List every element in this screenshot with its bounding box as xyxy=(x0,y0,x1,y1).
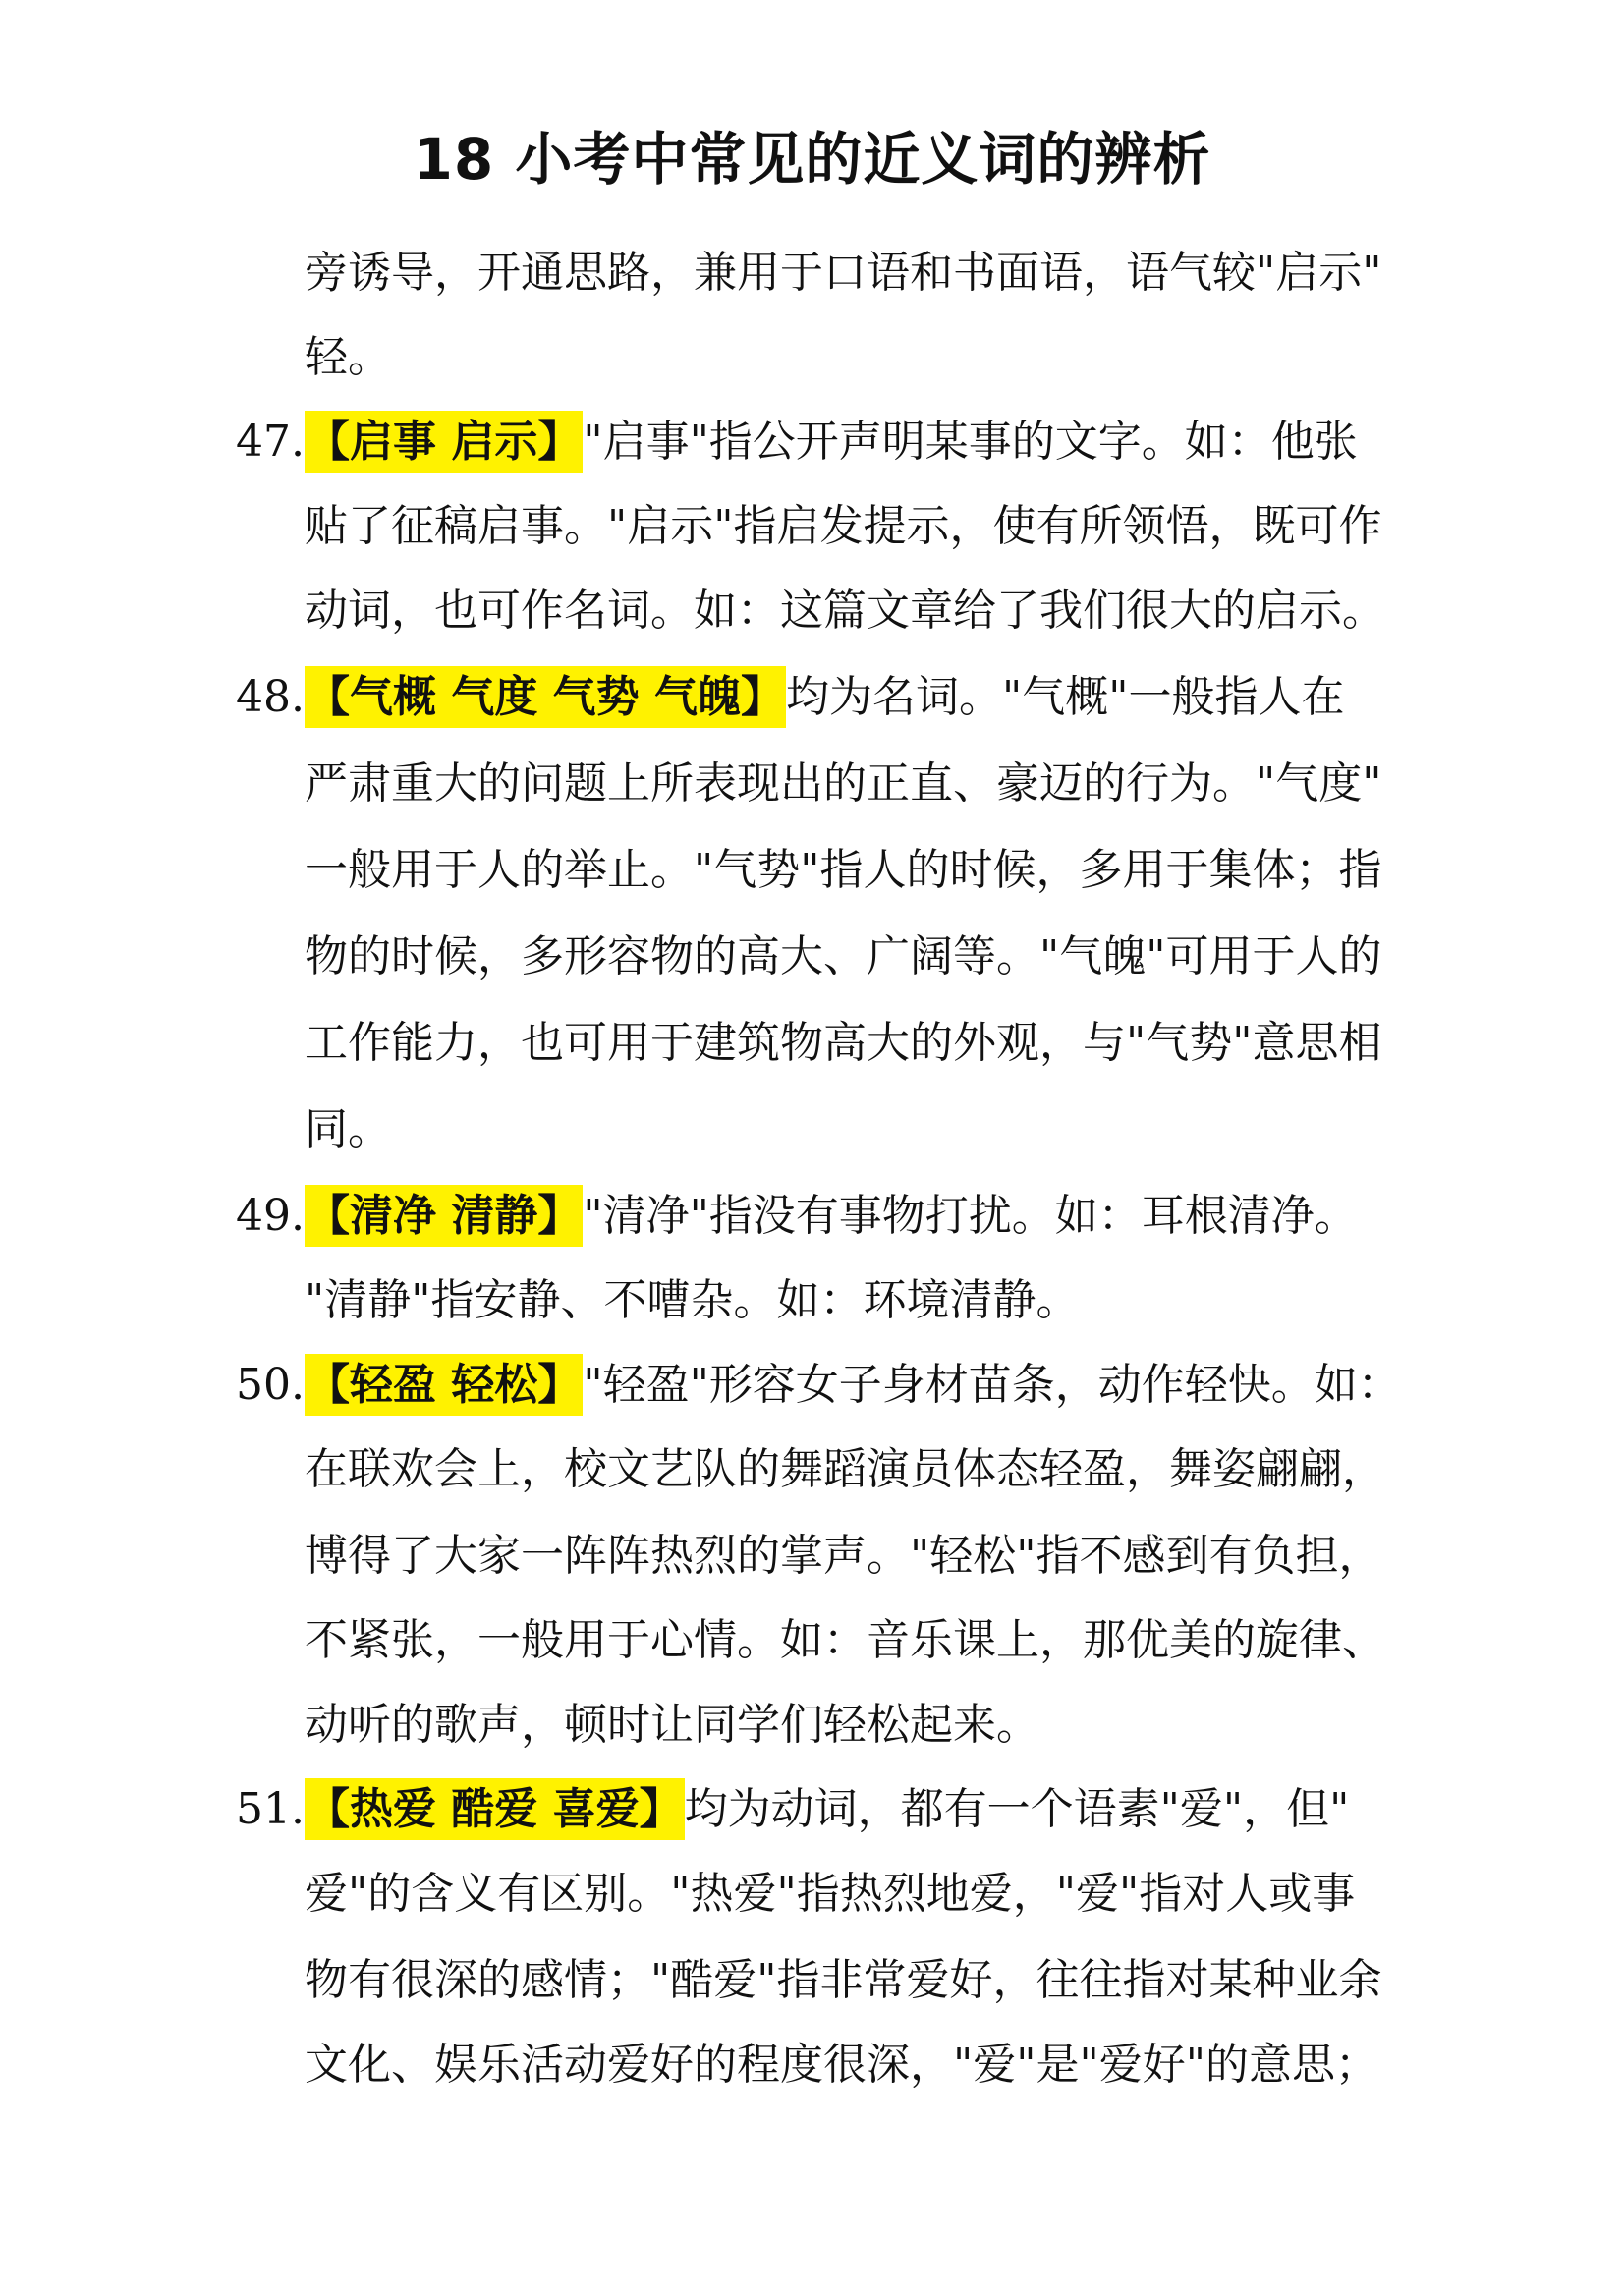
highlighted-term: 【轻盈 轻松】 xyxy=(305,1354,583,1416)
continuation-line: 旁诱导，开通思路，兼用于口语和书面语，语气较"启示" xyxy=(305,248,1382,298)
entry-text: "轻盈"形容女子身材苗条，动作轻快。如： xyxy=(583,1360,1401,1410)
entry-text: "启事"指公开声明某事的文字。如：他张 xyxy=(583,417,1358,467)
entry-line: 一般用于人的举止。"气势"指人的时候，多用于集体；指 xyxy=(305,845,1382,895)
entry-first-line xyxy=(305,1356,1401,1415)
entry-first-line xyxy=(305,1187,1358,1246)
entry-line: 博得了大家一阵阵热烈的掌声。"轻松"指不感到有负担， xyxy=(305,1531,1382,1581)
entry-text: 均为动词，都有一个语素"爱"，但" xyxy=(684,1784,1350,1834)
entry-line: 同。 xyxy=(305,1104,391,1154)
entry-number: 51. xyxy=(236,1784,305,1834)
entry-line: 在联欢会上，校文艺队的舞蹈演员体态轻盈，舞姿翩翩， xyxy=(305,1444,1385,1494)
entry-line: 文化、娱乐活动爱好的程度很深，"爱"是"爱好"的意思； xyxy=(305,2040,1378,2090)
entry-text: 均为名词。"气概"一般指人在 xyxy=(785,672,1345,722)
highlighted-term: 【启事 启示】 xyxy=(305,411,583,473)
highlighted-term: 【清净 清静】 xyxy=(305,1185,583,1247)
entry-first-line xyxy=(305,413,1358,472)
entry-line: 动听的歌声，顿时让同学们轻松起来。 xyxy=(305,1700,1039,1750)
entry-number: 47. xyxy=(236,417,305,467)
entry-line: 工作能力，也可用于建筑物高大的外观，与"气势"意思相 xyxy=(305,1018,1382,1068)
entry-first-line xyxy=(305,1780,1349,1839)
continuation-line: 轻。 xyxy=(305,332,391,382)
entry-line: 严肃重大的问题上所表现出的正直、豪迈的行为。"气度" xyxy=(305,758,1382,809)
highlighted-term: 【热爱 酷爱 喜爱】 xyxy=(305,1778,685,1840)
entry-number: 49. xyxy=(236,1191,305,1241)
entry-number: 48. xyxy=(236,672,305,722)
entry-number: 50. xyxy=(236,1360,305,1410)
highlighted-term: 【气概 气度 气势 气魄】 xyxy=(305,666,786,728)
entry-line: 贴了征稿启事。"启示"指启发提示，使有所领悟，既可作 xyxy=(305,501,1382,551)
entry-line: 动词，也可作名词。如：这篇文章给了我们很大的启示。 xyxy=(305,586,1385,636)
entry-line: 不紧张，一般用于心情。如：音乐课上，那优美的旋律、 xyxy=(305,1615,1385,1665)
entry-line: 物有很深的感情；"酷爱"指非常爱好，往往指对某种业余 xyxy=(305,1955,1382,2005)
entry-first-line xyxy=(305,668,1344,727)
page-title: 18 小考中常见的近义词的辨析 xyxy=(413,126,1211,193)
entry-line: 物的时候，多形容物的高大、广阔等。"气魄"可用于人的 xyxy=(305,931,1382,981)
entry-line: 爱"的含义有区别。"热爱"指热烈地爱，"爱"指对人或事 xyxy=(305,1869,1356,1919)
entry-text: "清净"指没有事物打扰。如：耳根清净。 xyxy=(583,1191,1358,1241)
entry-line: "清静"指安静、不嘈杂。如：环境清静。 xyxy=(305,1275,1080,1325)
